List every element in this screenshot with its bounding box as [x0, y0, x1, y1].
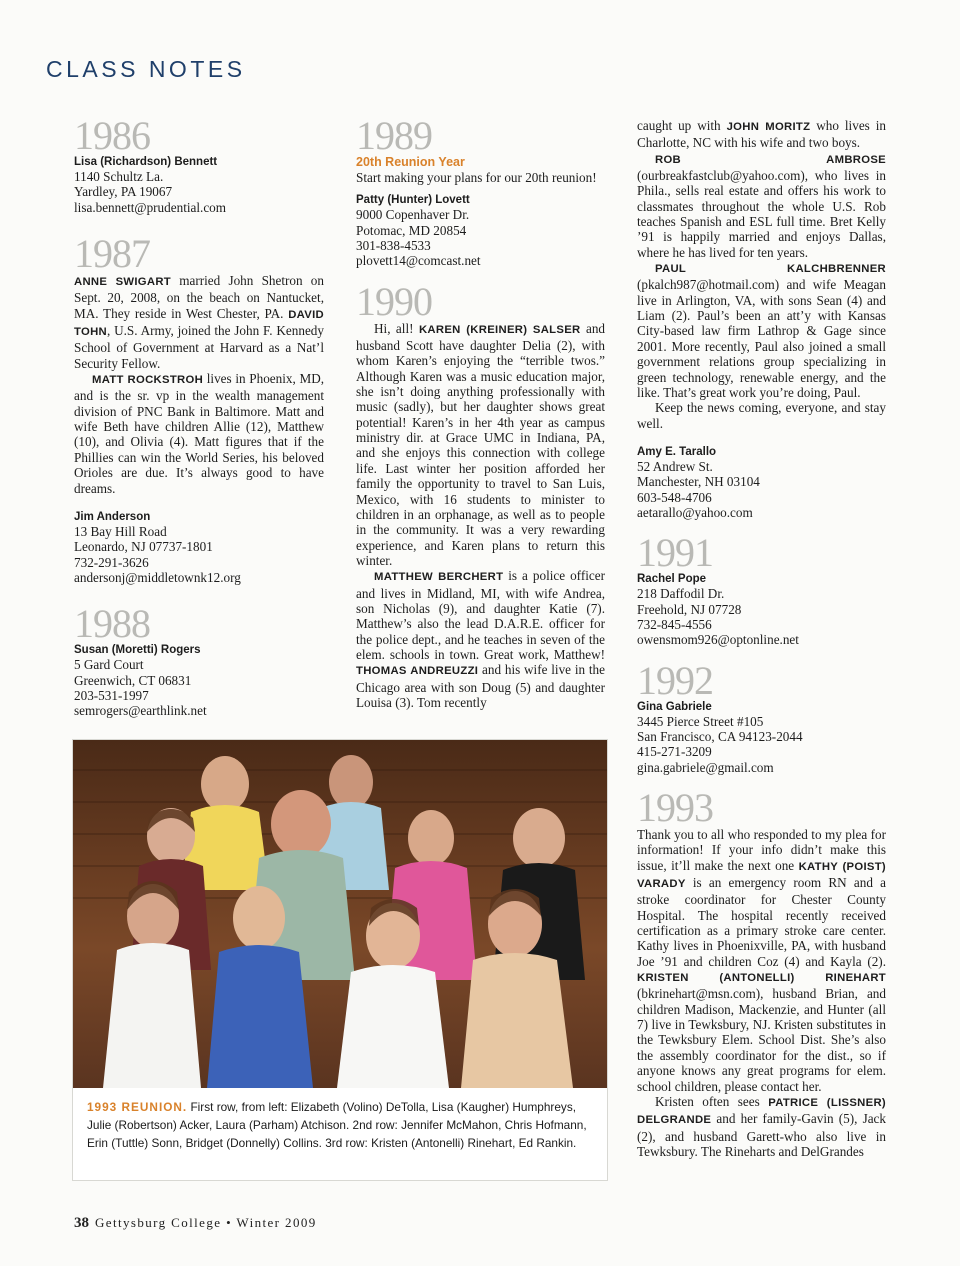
- note-text: Thank you to all who responded to my plea for information! If your info didn’t make this issue, it’ll make the next one: [637, 827, 886, 873]
- email-line: andersonj@middletownk12.org: [74, 569, 241, 585]
- correspondent-name: Gina Gabriele: [637, 700, 712, 713]
- correspondent-name: Lisa (Richardson) Bennett: [74, 156, 218, 168]
- note-paragraph: [637, 1094, 886, 1159]
- email-line: aetarallo@yahoo.com: [637, 504, 753, 520]
- caption-text: First row, from left: Elizabeth (Volino) DeTolla, Lisa (Kaugher) Humphreys, Julie (Robertson) Acker, Laura (Parham) Atchison. 2nd row: Jennifer McMahon, Chris Hofmann, Erin (Tuttle) Sonn, Bridget (Donnelly) Collins. 3rd row: Kristen (Antonelli) Rinehart, Ed Rankin.: [87, 1100, 587, 1151]
- address-line: 5 Gard Court: [74, 657, 144, 673]
- column-2: [356, 113, 606, 710]
- class-year-1989: 1989: [356, 113, 432, 158]
- classmate-name: ANNE SWIGART: [74, 276, 172, 289]
- note-paragraph: [356, 321, 605, 569]
- class-year-1993: 1993: [637, 785, 713, 830]
- note-text: caught up with: [637, 118, 727, 133]
- address-line: Greenwich, CT 06831: [74, 672, 192, 688]
- classmate-name: KRISTEN (ANTONELLI) RINEHART: [637, 972, 886, 985]
- note-paragraph: Keep the news coming, everyone, and stay well.: [637, 400, 886, 431]
- address-line: 52 Andrew St.: [637, 458, 713, 474]
- note-text: Kristen often sees: [655, 1093, 769, 1109]
- phone-line: 603-548-4706: [637, 489, 712, 505]
- correspondent-name: Susan (Moretti) Rogers: [74, 644, 201, 657]
- caption-heading: 1993 REUNION.: [87, 1100, 188, 1114]
- note-paragraph: [637, 827, 886, 1094]
- column-3: [637, 118, 886, 1159]
- page-number: 38: [74, 1215, 89, 1231]
- note-text: and husband Scott have daughter Delia (2), with whom Karen’s enjoying the “terrible twos.” Although Karen was a music education major, she isn’t doing anything professionally with music (sadly), but her daughter shows great potential! Karen’s in her 4th year as campus ministry dir. at Grace UMC in Indiana, PA, and she enjoys this connection with college life. Last winter her position afforded her family the opportunity to travel to San Luis, Mexico, with 16 students to minister to children in an orphanage, as well as to people in the community. It was a very rewarding experience, and Karen plans to return this winter.: [356, 320, 606, 568]
- class-year-1986: 1986: [74, 113, 150, 158]
- phone-line: 415-271-3209: [637, 744, 712, 760]
- address-line: 9000 Copenhaver Dr.: [356, 207, 470, 223]
- class-year-1992: 1992: [637, 657, 713, 703]
- note-text: (ourbreakfastclub@yahoo.com), who lives in Phila., sells real estate and offers his work to classmates throughout the whole U.S. Rob teaches Spanish and ESL full time. Bret Kelly ’91 is happily married and enjoys Dallas, where he has lived for ten years.: [637, 168, 886, 260]
- address-line: 218 Daffodil Dr.: [637, 586, 725, 602]
- classmate-name: KAREN (KREINER) SALSER: [418, 323, 581, 336]
- phone-line: 301-838-4533: [356, 238, 431, 254]
- note-text: Hi, all!: [374, 320, 419, 336]
- page-footer: [74, 1215, 317, 1232]
- section-title: CLASS NOTES: [46, 56, 246, 82]
- correspondent-name: Patty (Hunter) Lovett: [356, 194, 470, 207]
- email-line: semrogers@earthlink.net: [74, 703, 207, 719]
- correspondent-name: Rachel Pope: [637, 573, 707, 586]
- note-text: is an emergency room RN and a stroke coordinator for Chester County Hospital. The hospital recently received certification as a primary stroke care center. Kathy lives in Phoenixville, PA, with husband Joe ’91 and children Coz (4) and Kayla (2).: [637, 875, 886, 969]
- classmate-name: THOMAS ANDREUZZI: [356, 665, 479, 678]
- correspondent-name: Amy E. Tarallo: [637, 445, 717, 458]
- address-line: Leonardo, NJ 07737-1801: [74, 539, 213, 555]
- email-line: lisa.bennett@prudential.com: [74, 199, 227, 215]
- class-year-1991: 1991: [637, 530, 713, 576]
- class-year-1987: 1987: [74, 231, 150, 277]
- note-paragraph: [637, 260, 886, 400]
- address-line: Manchester, NH 03104: [637, 474, 760, 490]
- classmate-name: KATHY (POIST) VARADY: [637, 860, 886, 891]
- reunion-group-photo: [73, 740, 607, 1088]
- address-line: Potomac, MD 20854: [356, 222, 467, 238]
- classmate-name: PAUL KALCHBRENNER: [655, 263, 886, 276]
- note-text: and her family-Gavin (5), Jack (2), and husband Garett-who also live in Tewksbury. The Rineharts and DelGrandes: [637, 1111, 886, 1159]
- classmate-name: ROB AMBROSE: [655, 153, 886, 166]
- publication-name: Gettysburg College • Winter 2009: [95, 1215, 317, 1230]
- note-text: who lives in Charlotte, NC with his wife and two boys.: [637, 118, 886, 151]
- note-text: lives in Phoenix, MD, and is the sr. vp in the wealth management division of PNC Bank in Baltimore. Matt and wife Beth have children Allie (12), Matthew (10), and Olivia (4). Matt figures that if the Phillies can win the World Series, his beloved Orioles are due. It’s always good to have dreams.: [74, 371, 325, 496]
- classmate-name: DAVID TOHN: [74, 308, 324, 339]
- note-text: (pkalch987@hotmail.com) and wife Meagan live in Arlington, VA, with sons Sean (4) and Liam (2). Paul’s been an att’y with Kansas City-based law firm Lathrop & Gage since 2001. More recently, Paul also joined a small government relations group specializing in green technology, renewable energy, and the like. That’s great work you’re doing, Paul.: [637, 277, 886, 400]
- note-paragraph: [637, 118, 886, 151]
- note-paragraph: [74, 371, 324, 496]
- classmate-name: JOHN MORITZ: [726, 121, 811, 133]
- note-paragraph: Start making your plans for our 20th reunion!: [356, 170, 597, 185]
- address-line: Yardley, PA 19067: [74, 184, 173, 200]
- column-1: [74, 113, 325, 719]
- note-paragraph: [637, 151, 886, 260]
- address-line: San Francisco, CA 94123-2044: [637, 728, 803, 744]
- email-line: owensmom926@optonline.net: [637, 632, 799, 648]
- phone-line: 732-845-4556: [637, 616, 712, 632]
- classmate-name: MATTHEW BERCHERT: [374, 571, 504, 584]
- correspondent-name: Jim Anderson: [74, 510, 151, 523]
- classmate-name: PATRICE (LISSNER) DELGRANDE: [637, 1096, 886, 1127]
- phone-line: 203-531-1997: [74, 687, 149, 703]
- address-line: 13 Bay Hill Road: [74, 523, 167, 539]
- address-line: 3445 Pierce Street #105: [637, 713, 764, 729]
- note-text: is a police officer and lives in Midland, MI, with wife Andrea, son Nicholas (9), and daughter Katie (7). Matthew’s also the lead D.A.R.E. officer for the police dept., and he teaches in seven of the elem. schools in town. Great work, Matthew!: [356, 568, 605, 662]
- phone-line: 732-291-3626: [74, 554, 149, 570]
- note-text: and his wife live in the Chicago area with son Doug (5) and daughter Louisa (3). Tom recently: [356, 662, 605, 710]
- address-line: Freehold, NJ 07728: [637, 601, 742, 617]
- class-year-1988: 1988: [74, 601, 150, 647]
- classmate-name: MATT ROCKSTROH: [92, 374, 204, 387]
- address-line: 1140 Schultz La.: [74, 169, 164, 184]
- photo-caption: [87, 1098, 595, 1153]
- group-photo-illustration: [73, 740, 607, 1088]
- reunion-year-label: 20th Reunion Year: [356, 155, 465, 169]
- email-line: gina.gabriele@gmail.com: [637, 759, 774, 775]
- note-text: married John Shetron on Sept. 20, 2008, on the beach on Nantucket, MA. They reside in West Chester, PA.: [74, 273, 324, 321]
- note-paragraph: [74, 273, 324, 371]
- reunion-photo-box: [72, 739, 608, 1181]
- note-paragraph: [356, 568, 605, 710]
- note-text: , U.S. Army, joined the John F. Kennedy School of Government at Harvard as a Nat’l Security Fellow.: [74, 323, 324, 371]
- class-year-1990: 1990: [356, 278, 432, 324]
- email-line: plovett14@comcast.net: [356, 253, 481, 269]
- note-text: (bkrinehart@msn.com), husband Brian, and children Madison, Mackenzie, and Hunter (all 7) live in Tewksbury, NJ. Kristen substitutes in the Tewksbury Elem. School Dist. She’s also the assembly coordinator for the dist., so if anyone knows any great programs for elem. school children, please contact her.: [637, 986, 886, 1094]
